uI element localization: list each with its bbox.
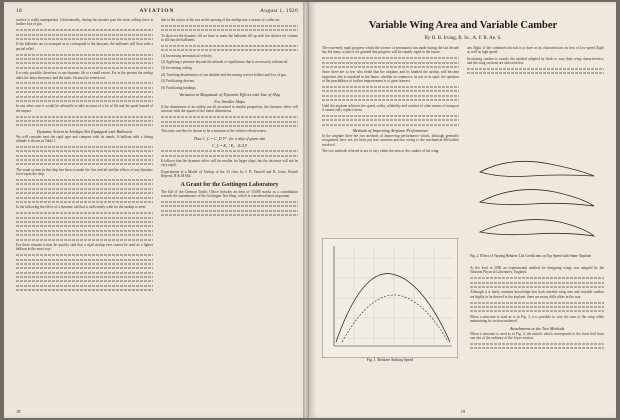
right-column-2-lower [470, 266, 604, 352]
figure-2-caption: Fig. 2. Effect of Varying Relative Lift Coefficient on Top Speed with Same Airplane [470, 254, 592, 258]
left-columns [16, 18, 298, 404]
paragraph: due to the action of the sun on the passing of the airship into a stream of colder air. [161, 18, 280, 22]
article-byline: By H. B. Irving, B. Sc., A. F. R. Ae. S. [424, 36, 502, 41]
left-column-1 [16, 18, 153, 404]
paragraph: The extremely rapid progress which the science of aeronautics has made during the last decade has led many to take it for granted that progress will be equally rapid in the future. [322, 46, 459, 55]
sinking-speed-graph [322, 238, 458, 358]
equation: C_L = K₁ / K₂ · (L/L)² [211, 142, 248, 148]
right-page [310, 2, 616, 418]
paragraph: In the airplane there are two methods of improving performance which, although generally recognized, have not yet been put into common practice owing to the mechanical difficulties involved. [322, 133, 459, 147]
left-column-2 [161, 18, 298, 404]
paragraph: The usual system in this ship has been to make the fore and aft and the effects of any dynamic force upon the ship. [16, 167, 153, 177]
paragraph: It follows that the dynamic effect will be smaller for larger ships, but the decrease will not be very rapid. [161, 158, 298, 168]
paragraph: surface is really unimportant. Unfortunately, during the mooner part the static rolling force is further loss of gas. [16, 18, 153, 27]
paragraph: Since there are so few who doubt that the airplane, and its kindred the airship, will become important aids to mankind in the future, whether in commerce, in war or in sport, the question of the possibilities of further improvement is of great interest. [322, 70, 459, 84]
section-heading: Variation in Magnitude of Dynamic Effects with Size of Ship [179, 92, 280, 97]
paragraph: This ratio can thus be shown to be a measure of the relative effectiveness. [161, 129, 267, 134]
left-folio: 18 [16, 409, 21, 414]
paragraph: We will consider next the rigid type and compare with its trends. A balloon with a diving altitude is shown in Table 1. [16, 134, 153, 144]
left-page [4, 2, 310, 418]
subsection-heading: For Smaller Ships [214, 99, 245, 104]
paragraph: Although it is fairly common knowledge that both variable wing area and variable camber are highly to be desired in the airplane, there are many difficulties in the way. [470, 290, 604, 299]
list-item: (2) Applying a pressure beyond the altitude of equilibrium that is necessarily influenced. [161, 59, 289, 64]
paragraph: The bill of the German Traffic Office includes an item of 35,000 marks as a contribution towards the maintenance of the Gottingen Test Shop, which is considered most important. [161, 189, 298, 198]
list-item: (6) Facilitating landings. [161, 85, 197, 90]
paragraph: At the load in 2000 an experimental method for designing wings was adopted by the National Physical Laboratory, England. [470, 266, 604, 275]
list-item: (5) Facilitating descent. [161, 79, 196, 84]
paragraph: When a structure is used as is in Fig. 3, it is possible to vary the area of the wing while maintaining its section unaltered. [470, 314, 604, 324]
section-heading: Attachments at the Two Methods [509, 325, 565, 331]
paragraph: Increasing camber is exactly the method adopted by birds to vary their wing characteristics, and the wing sections are shown below. [467, 56, 604, 66]
paragraph: Until the airplane achieves the speed, safety, reliability and comfort of other means of transport it cannot fully replace them. [322, 103, 459, 112]
article-title: Variable Wing Area and Variable Camber [368, 20, 558, 31]
magazine-spread [4, 2, 616, 418]
equation: Thus C_L = C_D V² · for a ship of given size [193, 135, 266, 141]
issue-date: August 1, 1920 [260, 8, 298, 14]
running-title: AVIATION [139, 8, 175, 14]
paragraph: If the ballonets are so arranged as to correspond to the buoyant, the ballonets will float with a partial relief. [16, 42, 153, 51]
paragraph: In any other case it would be advisable to take account of a lot of lift and the great hazard of the impact. [16, 104, 153, 113]
wing-section-figure [470, 142, 604, 252]
paragraph: The two methods referred to are to vary either the area or the camber of the wing. [322, 149, 440, 154]
paragraph: any flight. If the combined aircraft is to have as its characteristics no loss of low-speed flight as well as high speed. [467, 46, 604, 55]
list-item: (3) Increasing ceiling. [161, 66, 193, 71]
section-heading: Methods of Improving Airplane Performance [352, 127, 429, 133]
paragraph: Experiments at a Model of Airship of the 23 class by J. R. Pannell and R. Jones, British Reports, R & M 664. [161, 169, 298, 179]
paragraph: For those reasons it may be quickly said that a rigid airship ever cannot be used as a lighter balloon in the most way. [16, 242, 153, 252]
right-folio: 19 [460, 409, 466, 414]
paragraph: In the following the effect of a dynamic aid that is sufficiently wide for the airship to steer. [16, 205, 147, 210]
section-heading-grant: A Grant for the Gottingen Laboratory [180, 181, 279, 188]
paragraph: To discover the dynamic lift we have to make the ballonets fill up with the relative air volume to fill into the ballonets. [161, 33, 298, 42]
book-gutter [303, 2, 309, 418]
figure-1-caption: Fig. 1. Relative Sinking Speed [366, 358, 414, 362]
list-item: (1) Increasing aeronautical velocity. [161, 53, 213, 58]
paragraph: When a structure is used as in Fig. 4, the airfoils which corresponds to the front half from one slot of the ordinary of the lower section. [470, 331, 604, 340]
list-item: (4) Touching disturbances of our altitude and decreasing reserve ballast and loss of gas. [161, 72, 287, 77]
paragraph: If the dimensions of an airship are all increased in similar proportion, the dynamic effect will increase with the square of the linear dimensions. [161, 105, 298, 114]
section-heading: Dynamic Action in Airships Not Equipped with Ballonets [36, 128, 133, 134]
page-number-header: 18 [16, 8, 23, 14]
paragraph: It is only possible, therefore, to use dynamic lift to a small extent. For in the present the airship takes the latter buoyancy and the static lift must be reinforced. [16, 71, 153, 80]
